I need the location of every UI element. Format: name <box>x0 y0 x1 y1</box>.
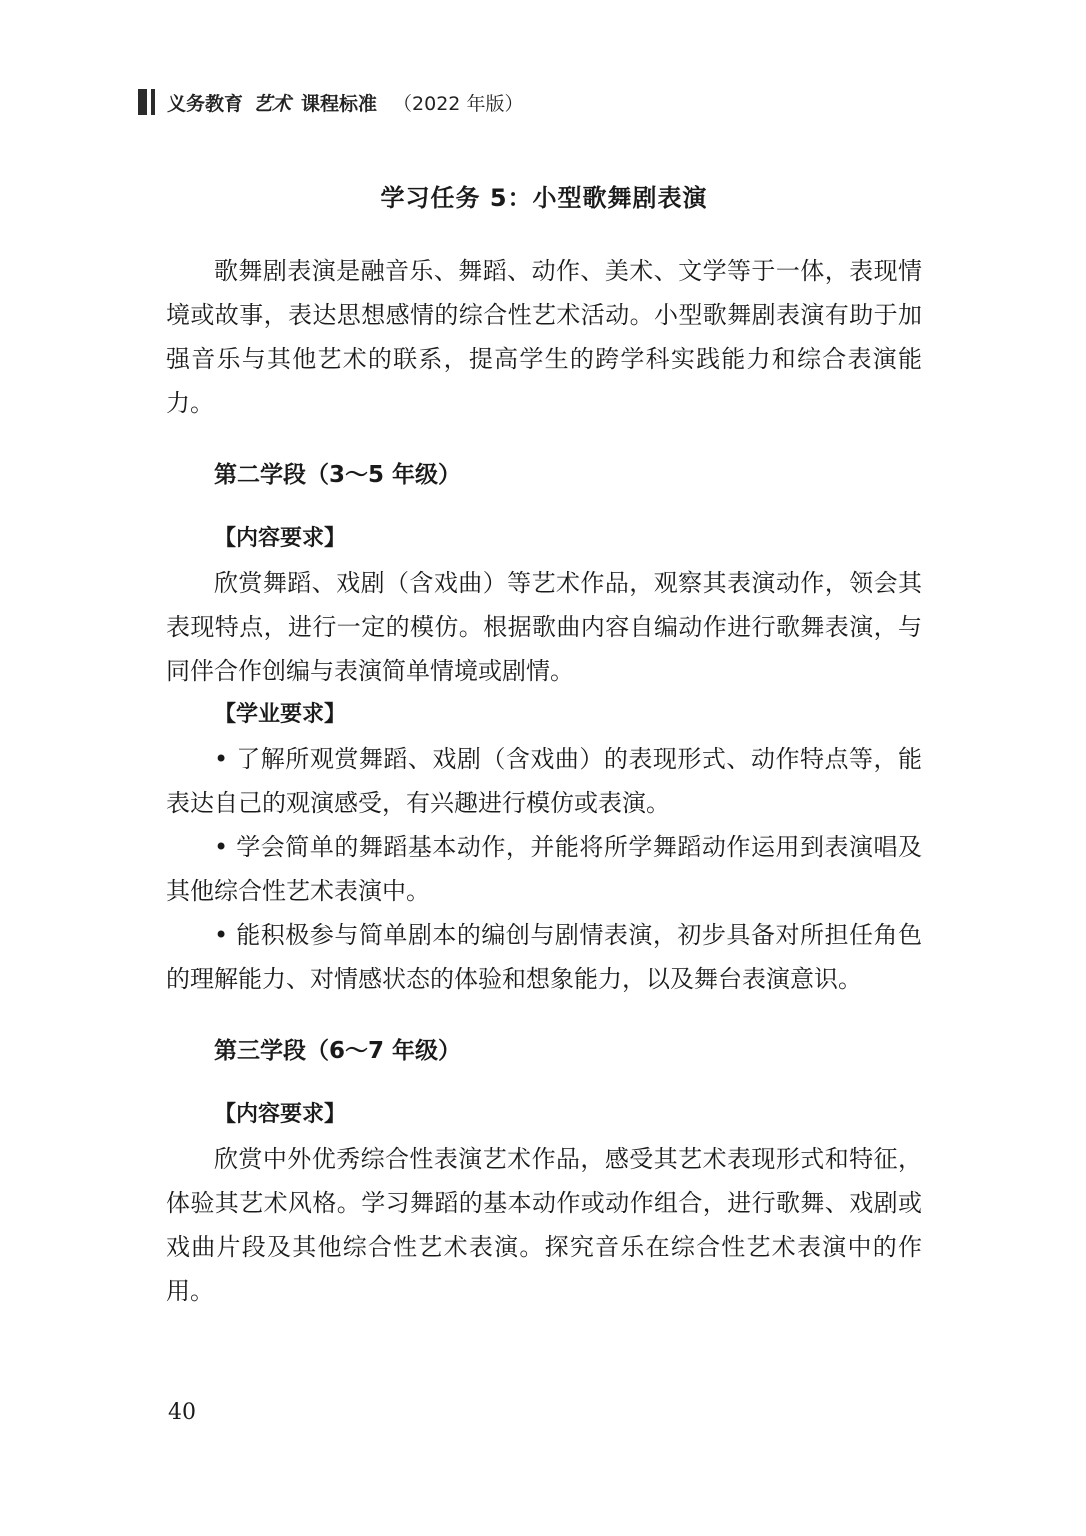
stage2-title: 第二学段（3～5 年级） <box>214 462 462 488</box>
stage2-content-text: 欣赏舞蹈、戏剧（含戏曲）等艺术作品，观察其表演动作，领会其表现特点，进行一定的模仿。根据歌曲内容自编动作进行歌舞表演，与同伴合作创编与表演简单情境或剧情。 <box>166 569 922 685</box>
header-bar-thin <box>151 89 155 115</box>
header-part1: 义务教育 <box>167 92 244 115</box>
task-title: 学习任务 5：小型歌舞剧表演 <box>380 184 708 212</box>
page-number: 40 <box>168 1400 196 1425</box>
stage2-academic-item: • 了解所观赏舞蹈、戏剧（含戏曲）的表现形式、动作特点等，能表达自己的观演感受，有兴趣进行模仿或表演。 <box>166 745 922 817</box>
stage3-content-heading: 【内容要求】 <box>214 1102 347 1127</box>
stage3-title: 第三学段（6～7 年级） <box>214 1038 462 1064</box>
spacer <box>166 1073 922 1093</box>
running-header <box>138 88 523 116</box>
stage3-content-text: 欣赏中外优秀综合性表演艺术作品，感受其艺术表现形式和特征，体验其艺术风格。学习舞蹈的基本动作或动作组合，进行歌舞、戏剧或戏曲片段及其他综合性艺术表演。探究音乐在综合性艺术表演中的作用。 <box>166 1145 922 1305</box>
header-edition: （2022 年版） <box>393 92 524 115</box>
stage2-academic-item: • 学会简单的舞蹈基本动作，并能将所学舞蹈动作运用到表演唱及其他综合性艺术表演中。 <box>166 833 922 905</box>
intro-paragraph: 歌舞剧表演是融音乐、舞蹈、动作、美术、文学等于一体，表现情境或故事，表达思想感情的综合性艺术活动。小型歌舞剧表演有助于加强音乐与其他艺术的联系，提高学生的跨学科实践能力和综合表演能力。 <box>166 257 922 417</box>
header-title <box>167 89 523 116</box>
stage2-academic-item: • 能积极参与简单剧本的编创与剧情表演，初步具备对所担任角色的理解能力、对情感状态的体验和想象能力，以及舞台表演意识。 <box>166 921 922 993</box>
spacer <box>166 497 922 517</box>
header-bars-icon <box>138 89 155 115</box>
header-part3: 课程标准 <box>301 92 378 115</box>
header-part2: 艺术 <box>253 92 292 115</box>
page-content <box>166 178 922 1313</box>
stage2-content-heading: 【内容要求】 <box>214 526 347 551</box>
header-bar-thick <box>138 89 147 115</box>
stage2-academic-heading: 【学业要求】 <box>214 702 347 727</box>
